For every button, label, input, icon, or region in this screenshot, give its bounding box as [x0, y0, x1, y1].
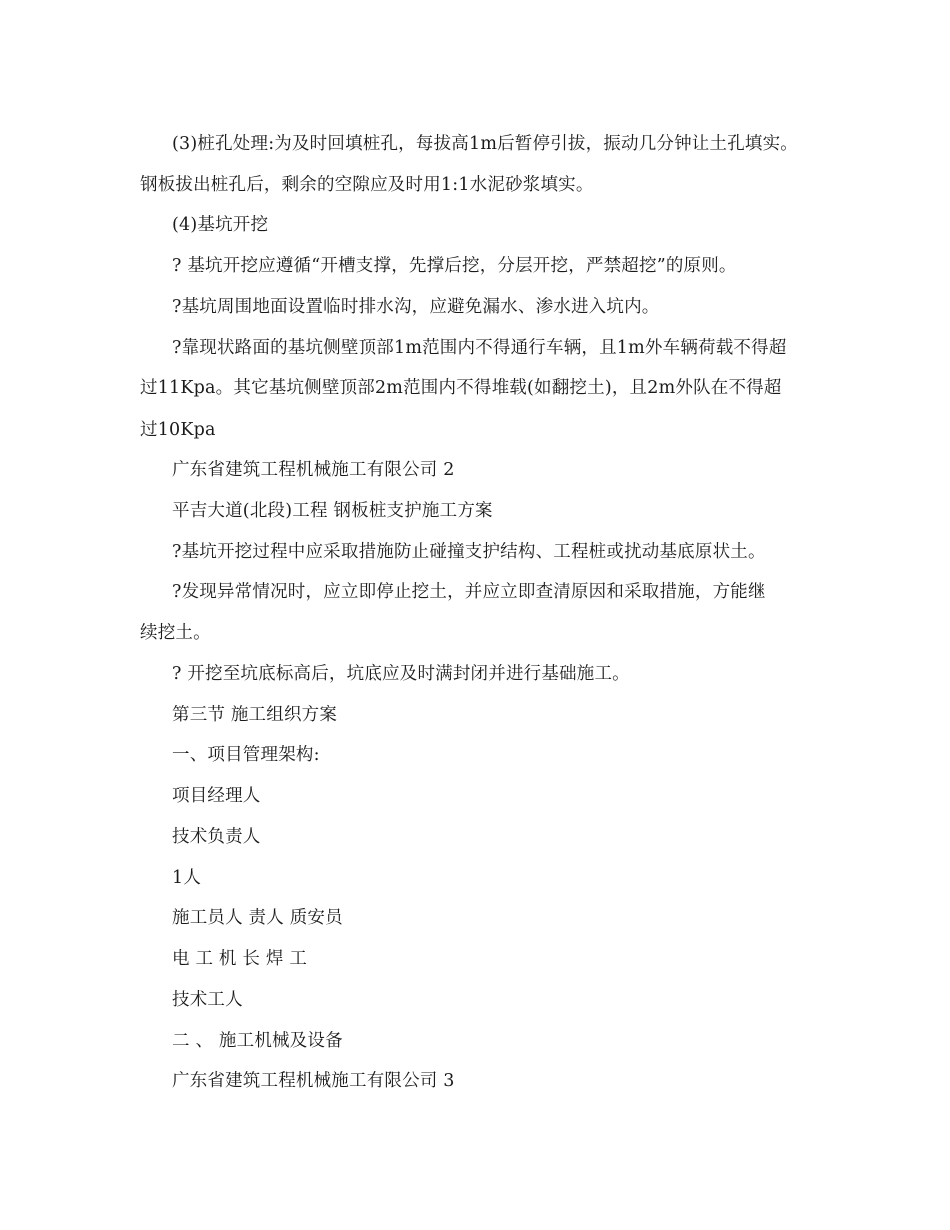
text-line: 技术工人 [172, 990, 243, 1010]
bullet-item: ?靠现状路面的基坑侧壁顶部1m范围内不得通行车辆，且1m外车辆荷载不得超 [172, 338, 787, 358]
text-line: (3)桩孔处理:为及时回填桩孔，每拔高1m后暂停引拔，振动几分钟让土孔填实。 [172, 134, 799, 154]
bullet-item: ?基坑周围地面设置临时排水沟，应避免漏水、渗水进入坑内。 [172, 297, 660, 317]
bullet-item: ? 基坑开挖应遵循“开槽支撑，先撑后挖，分层开挖，严禁超挖”的原则。 [172, 256, 737, 276]
bullet-item: ?基坑开挖过程中应采取措施防止碰撞支护结构、工程桩或扰动基底原状土。 [172, 542, 766, 562]
section-heading: 第三节 施工组织方案 [172, 705, 338, 725]
text-line: 钢板拔出桩孔后，剩余的空隙应及时用1:1水泥砂浆填实。 [140, 175, 594, 195]
page-header: 平吉大道(北段)工程 钢板桩支护施工方案 [172, 501, 493, 521]
text-line: 1人 [172, 868, 202, 888]
section-heading: (4)基坑开挖 [172, 215, 269, 235]
text-line: 过10Kpa [140, 420, 216, 440]
text-line: 续挖土。 [140, 623, 211, 643]
bullet-item: ? 开挖至坑底标高后，坑底应及时满封闭并进行基础施工。 [172, 664, 630, 684]
text-line: 电 工 机 长 焊 工 [172, 949, 308, 969]
text-line: 施工员人 责人 质安员 [172, 908, 343, 928]
page-footer: 广东省建筑工程机械施工有限公司 2 [172, 460, 455, 480]
subsection-heading: 一、项目管理架构: [172, 745, 320, 765]
bullet-item: ?发现异常情况时，应立即停止挖土，并应立即查清原因和采取措施，方能继 [172, 582, 766, 602]
text-line: 技术负责人 [172, 827, 261, 847]
text-line: 项目经理人 [172, 786, 261, 806]
subsection-heading: 二 、 施工机械及设备 [172, 1031, 343, 1051]
page-footer: 广东省建筑工程机械施工有限公司 3 [172, 1071, 455, 1091]
text-line: 过11Kpa。其它基坑侧壁顶部2m范围内不得堆载(如翻挖土)，且2m外队在不得超 [140, 378, 782, 398]
